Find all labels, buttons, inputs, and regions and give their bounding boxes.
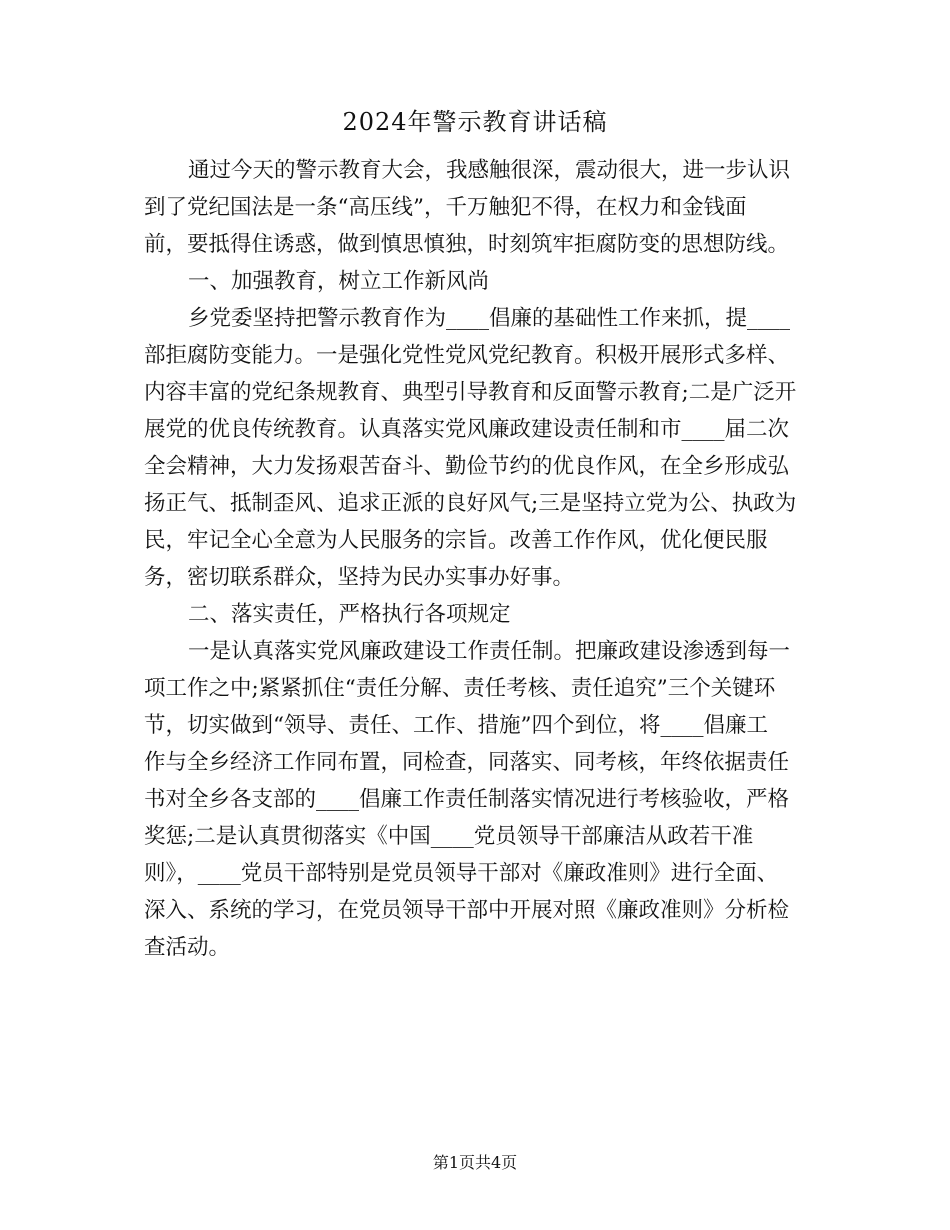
text-line: 通过今天的警示教育大会，我感触很深，震动很大，进一步认识	[188, 158, 791, 183]
page-footer: 第1页共4页	[432, 1153, 518, 1172]
text-line: 书对全乡各支部的____倡廉工作责任制落实情况进行考核验收，严格	[144, 787, 790, 812]
text-line: 乡党委坚持把警示教育作为____倡廉的基础性工作来抓，提____	[188, 306, 791, 331]
text-line: 项工作之中;紧紧抓住“责任分解、责任考核、责任追究”三个关键环	[144, 676, 776, 701]
text-line: 民，牢记全心全意为人民服务的宗旨。改善工作作风，优化便民服	[144, 528, 768, 553]
text-line: 展党的优良传统教育。认真落实党风廉政建设责任制和市____届二次	[144, 417, 790, 442]
text-line: 一、加强教育，树立工作新风尚	[188, 269, 490, 294]
text-line: 务，密切联系群众，坚持为民办实事办好事。	[144, 565, 575, 590]
text-line: 全会精神，大力发扬艰苦奋斗、勤俭节约的优良作风，在全乡形成弘	[144, 454, 790, 479]
text-line: 奖惩;二是认真贯彻落实《中国____党员领导干部廉洁从政若干准	[144, 824, 754, 849]
text-line: 二、落实责任，严格执行各项规定	[188, 602, 511, 627]
text-line: 部拒腐防变能力。一是强化党性党风党纪教育。积极开展形式多样、	[144, 343, 790, 368]
text-line: 作与全乡经济工作同布置，同检查，同落实、同考核，年终依据责任	[144, 750, 790, 775]
text-line: 一是认真落实党风廉政建设工作责任制。把廉政建设渗透到每一	[188, 639, 791, 664]
text-line: 前，要抵得住诱惑，做到慎思慎独，时刻筑牢拒腐防变的思想防线。	[144, 232, 790, 257]
document-body	[144, 152, 812, 966]
document-title: 2024年警示教育讲话稿	[342, 108, 608, 136]
text-line: 节，切实做到“领导、责任、工作、措施”四个到位，将____倡廉工	[144, 713, 768, 738]
text-line: 则》，____党员干部特别是党员领导干部对《廉政准则》进行全面、	[144, 861, 779, 886]
text-line: 扬正气、抵制歪风、追求正派的良好风气;三是坚持立党为公、执政为	[144, 491, 797, 516]
text-line: 到了党纪国法是一条“高压线”，千万触犯不得，在权力和金钱面	[144, 195, 747, 220]
text-line: 内容丰富的党纪条规教育、典型引导教育和反面警示教育;二是广泛开	[144, 380, 797, 405]
text-line: 查活动。	[144, 935, 231, 960]
text-line: 深入、系统的学习，在党员领导干部中开展对照《廉政准则》分析检	[144, 898, 790, 923]
